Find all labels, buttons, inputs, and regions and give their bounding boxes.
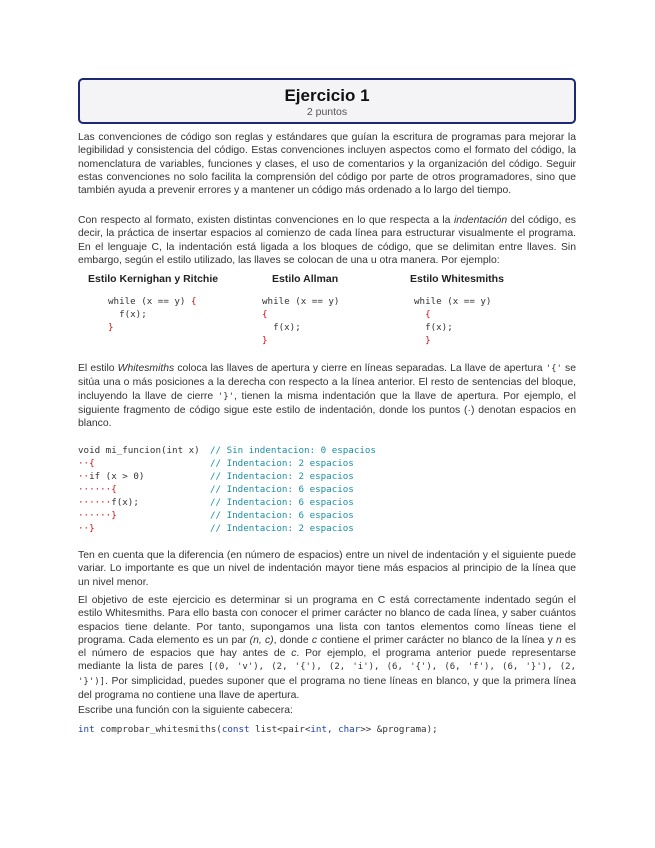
text-run: se sitúa una o más posiciones a la derecha con respecto a la línea anterior. El resto de sentencias del bloque, incluyendo la llave de cierre [78, 363, 576, 402]
example-code-row [78, 444, 576, 457]
keyword: int [310, 724, 327, 735]
emphasis: c [291, 648, 297, 660]
style-kr-title: Estilo Kernighan y Ritchie [88, 273, 219, 285]
text-run: . Por ejemplo, el programa anterior puede representarse mediante la lista de pares [78, 648, 576, 673]
code-token: f(x); [111, 497, 139, 508]
text-run: del código, es decir, la práctica de insertar espacios al comienzo de cada línea para estructurar visualmente el programa. En el lenguaje C, la indentación está ligada a los bloques de código, que se delimitan entre llaves. Sin embargo, según el estilo utilizado, las llaves se colocan de una u otra manera. Por ejemplo: [78, 215, 576, 266]
style-whitesmiths-code [414, 295, 491, 347]
exercise-title: Ejercicio 1 [284, 86, 370, 105]
brace-open: { [414, 309, 431, 320]
intro-paragraph: Las convenciones de código son reglas y estándares que guían la escritura de programas para mejorar la legibilidad y consistencia del código. Estas convenciones incluyen aspectos como el formato del código, la nomenclatura de variables, funciones y clases, el uso de comentarios y la organización del código. Seguir estas convenciones no solo facilita la comprensión del código por parte de otros programadores, sino que también ayuda a prevenir errores y a mantener un código más ordenado a lo largo del tiempo. [78, 132, 576, 197]
example-code-text [78, 457, 95, 470]
exercise-header [78, 78, 576, 124]
space-dots: ······ [78, 497, 112, 508]
brace-close: } [262, 335, 268, 346]
text-run: , tienen la misma indentación que la llave de apertura. Por ejemplo, el siguiente fragmento de código sigue este estilo de indentación, donde los puntos (·) denotan espacios en blanco. [78, 390, 576, 430]
inline-code: '}' [217, 391, 235, 402]
text-run: , donde [273, 634, 312, 646]
space-dots: ······ [78, 484, 112, 495]
code-line: while (x == y) [414, 296, 492, 307]
text-run: coloca las llaves de apertura y cierre en líneas separadas. La llave de apertura [174, 363, 546, 374]
code-token: } [89, 523, 95, 534]
keyword: int [78, 724, 95, 735]
text-run: El estilo [78, 363, 118, 374]
brace-open: { [190, 296, 197, 307]
example-code-comment: // Sin indentacion: 0 espacios [210, 445, 376, 456]
example-code-text [78, 444, 200, 457]
text-run: El objetivo de este ejercicio es determinar si un programa en C está correctamente indentado según el estilo Whitesmiths. Para ello basta con conocer el primer carácter no blanco de cada línea, y saber cuántos espacios tiene delante. Por tanto, supongamos una lista con tantos elementos como líneas tiene el programa. Cada elemento es un par [78, 595, 576, 646]
emphasis: (n, c) [249, 634, 274, 646]
style-whitesmiths-title: Estilo Whitesmiths [410, 273, 504, 285]
style-allman-code [262, 295, 339, 347]
example-code-text [78, 509, 117, 522]
example-code-text [78, 470, 144, 483]
example-code-text [78, 522, 95, 535]
code-line: f(x); [108, 309, 147, 320]
whitesmiths-paragraph [78, 362, 576, 430]
space-dots: ·· [78, 523, 90, 534]
objective-paragraph [78, 594, 576, 702]
inline-code: '{' [545, 364, 562, 374]
space-dots: ·· [78, 458, 90, 469]
text-run: es el número de espacios que hay antes de [78, 634, 576, 660]
text-run: . Por simplicidad, puedes suponer que el programa no tiene líneas en blanco, y que la primera línea del programa no contiene una llave de apertura. [78, 675, 576, 702]
code-token: if (x > 0) [89, 471, 145, 482]
code-line: while (x == y) [108, 296, 191, 307]
example-code-text [78, 483, 117, 496]
instruction-paragraph: Escribe una función con la siguiente cabecera: [78, 705, 293, 716]
example-code-comment: // Indentacion: 2 espacios [210, 523, 354, 534]
format-paragraph [78, 214, 576, 267]
example-code-row [78, 470, 576, 483]
code-line: f(x); [414, 322, 453, 333]
indent-difference-paragraph: Ten en cuenta que la diferencia (en número de espacios) entre un nivel de indentación y el siguiente puede variar. Lo importante es que un nivel de indentación mayor tiene más espacios al principio de la línea que un nivel menor. [78, 550, 576, 588]
code-text: list<pair< [249, 724, 311, 735]
function-signature [78, 723, 438, 736]
example-code-comment: // Indentacion: 6 espacios [210, 484, 354, 495]
example-code-row [78, 496, 576, 509]
emphasis-whitesmiths: Whitesmiths [117, 363, 175, 374]
code-token: { [89, 458, 95, 469]
brace-close: } [414, 335, 431, 346]
code-line: f(x); [262, 322, 301, 333]
code-token: void mi_funcion(int x) [78, 445, 200, 456]
emphasis: n [556, 634, 562, 646]
example-code-row [78, 522, 576, 535]
emphasis: c [311, 634, 318, 646]
style-allman-title: Estilo Allman [272, 273, 339, 285]
space-dots: ·· [78, 471, 90, 482]
code-token: } [111, 510, 117, 521]
text-run: contiene el primer carácter no blanco de la línea y [317, 634, 557, 646]
code-token: { [111, 484, 117, 495]
code-text: , [326, 724, 339, 735]
example-code-row [78, 509, 576, 522]
example-code-row [78, 483, 576, 496]
example-code-row [78, 457, 576, 470]
keyword: const [221, 724, 250, 735]
code-text: comprobar_whitesmiths( [94, 724, 222, 735]
keyword: char [338, 724, 361, 735]
code-text: >> &programa); [360, 724, 438, 735]
text-run: Con respecto al formato, existen distintas convenciones en lo que respecta a la [78, 215, 454, 226]
space-dots: ······ [78, 510, 112, 521]
emphasis-indentacion: indentación [453, 215, 508, 226]
code-line: while (x == y) [262, 296, 340, 307]
example-code-comment: // Indentacion: 6 espacios [210, 510, 354, 521]
exercise-points: 2 puntos [306, 106, 348, 118]
example-code-comment: // Indentacion: 2 espacios [210, 471, 354, 482]
brace-open: { [262, 309, 268, 320]
brace-close: } [108, 322, 114, 333]
inline-code-pairs: [(0, 'v'), (2, '{'), (2, 'i'), (6, '{'), (6, 'f'), (6, '}'), (2, '}')] [78, 662, 577, 687]
example-code-comment: // Indentacion: 2 espacios [210, 458, 354, 469]
example-code-comment: // Indentacion: 6 espacios [210, 497, 354, 508]
example-code-text [78, 496, 139, 509]
style-kr-code [108, 295, 197, 334]
